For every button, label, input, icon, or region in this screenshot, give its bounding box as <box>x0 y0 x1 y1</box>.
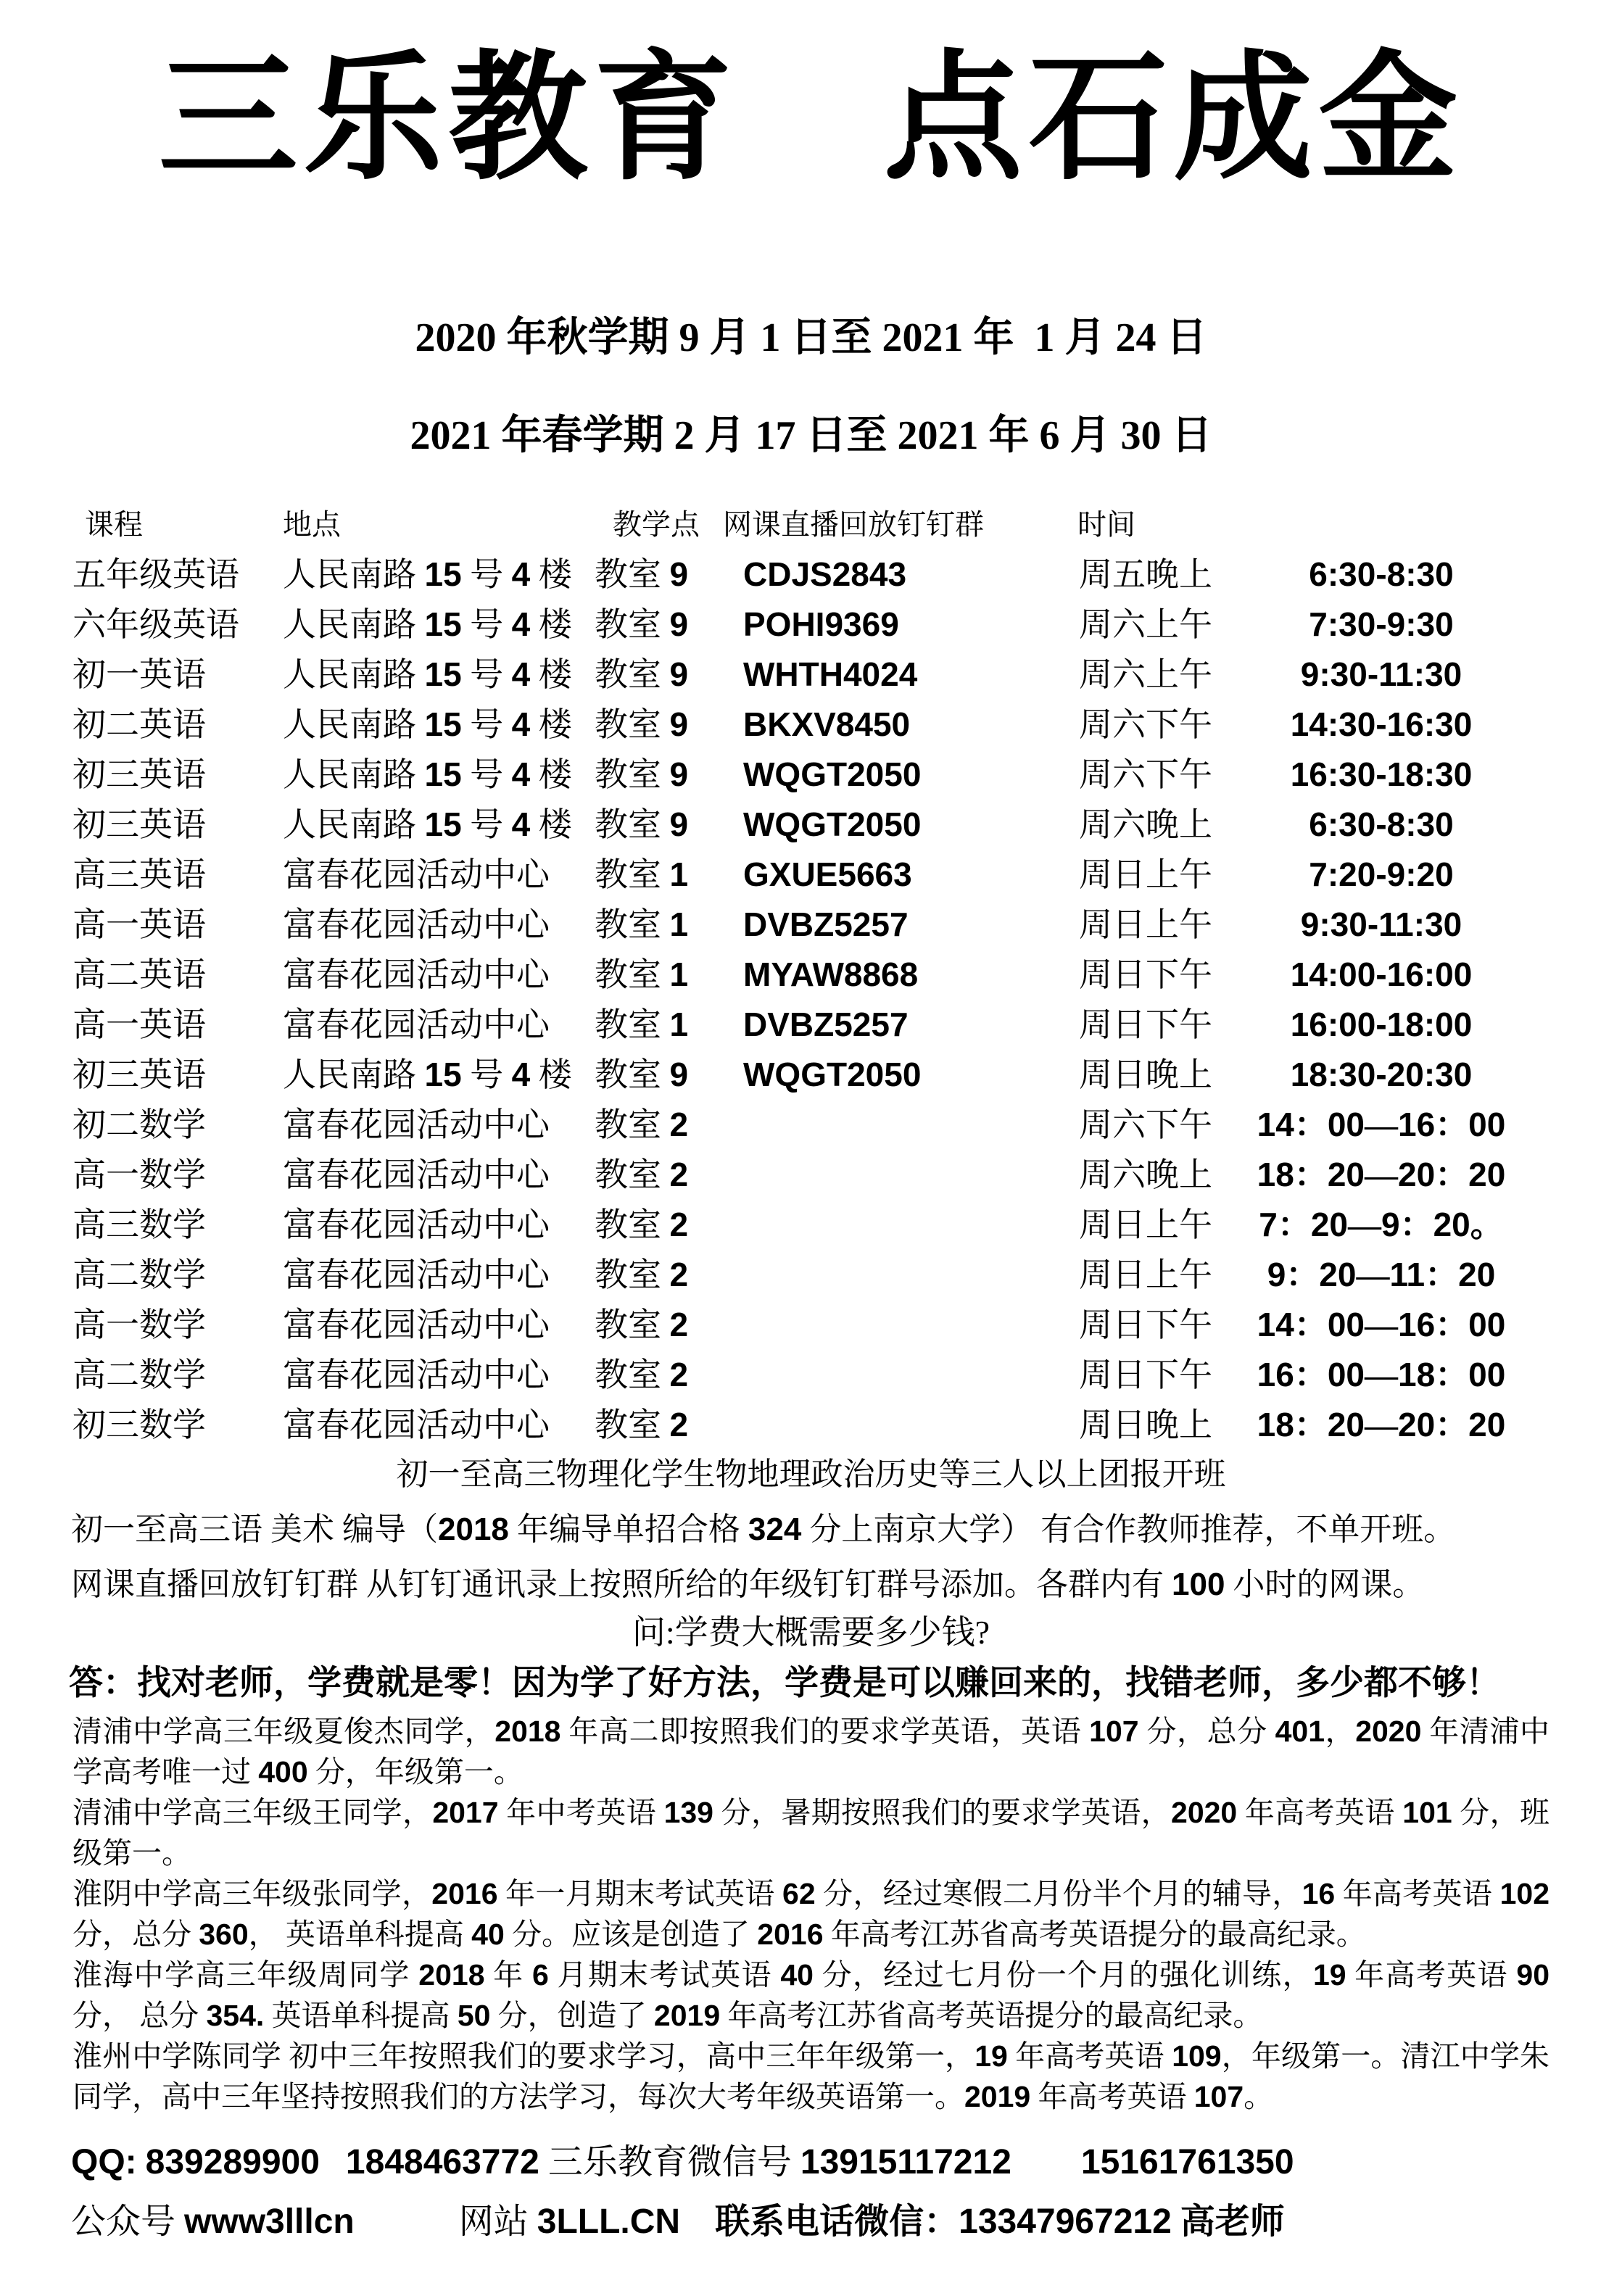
cell-weekday: 周六下午 <box>1079 756 1212 794</box>
cell-dingtalk-group <box>743 1250 1055 1300</box>
column-header-classroom: 教学点 <box>613 508 700 542</box>
table-row <box>0 1050 1622 1100</box>
table-row <box>0 750 1622 800</box>
cell-course: 高三英语 <box>73 856 206 894</box>
dingtalk-note: 网课直播回放钉钉群 从钉钉通讯录上按照所给的年级钉钉群号添加。各群内有 100 小时的网课。 <box>71 1567 1425 1603</box>
column-header-spacer <box>1236 500 1577 550</box>
cell-location: 人民南路 15 号 4 楼 <box>283 555 572 594</box>
cell-classroom: 教室 2 <box>595 1256 689 1294</box>
cell-weekday: 周六下午 <box>1079 706 1212 744</box>
testimonial-paragraph: 清浦中学高三年级王同学，2017 年中考英语 139 分，暑期按照我们的要求学英语，2020 年高考英语 101 分，班级第一。 <box>73 1796 1550 1870</box>
cell-classroom: 教室 1 <box>595 956 689 994</box>
contact-qq-line: QQ: 839289900 1848463772 三乐教育微信号 13915117212 15161761350 <box>71 2143 1294 2182</box>
cell-dingtalk-group: WQGT2050 <box>743 805 922 844</box>
semester-date-spring: 2021 年春学期 2 月 17 日至 2021 年 6 月 30 日 <box>410 413 1212 458</box>
cell-time: 14：00—16：00 <box>1257 1306 1506 1344</box>
cell-dingtalk-group: WQGT2050 <box>743 1056 922 1094</box>
cell-dingtalk-group <box>743 1350 1055 1400</box>
table-row <box>0 950 1622 1000</box>
cell-dingtalk-group <box>743 1200 1055 1250</box>
cell-classroom: 教室 9 <box>595 755 689 794</box>
cell-weekday: 周六晚上 <box>1079 1156 1212 1194</box>
cell-location: 富春花园活动中心 <box>283 1356 550 1394</box>
cell-time: 9：20—11：20 <box>1267 1256 1496 1294</box>
table-row <box>0 1400 1622 1450</box>
semester-date-fall: 2020 年秋学期 9 月 1 日至 2021 年 1 月 24 日 <box>415 315 1207 360</box>
table-row <box>0 1100 1622 1150</box>
cell-time: 16:00-18:00 <box>1290 1006 1473 1044</box>
cell-dingtalk-group <box>743 1400 1055 1450</box>
cell-course: 五年级英语 <box>73 556 239 594</box>
cell-time: 14:30-16:30 <box>1290 705 1473 744</box>
cell-time: 7:20-9:20 <box>1309 855 1454 894</box>
cell-course: 高一英语 <box>73 1006 206 1044</box>
cell-classroom: 教室 9 <box>595 555 689 594</box>
table-row <box>0 1200 1622 1250</box>
cell-weekday: 周六晚上 <box>1079 806 1212 844</box>
cell-location: 富春花园活动中心 <box>283 1206 550 1244</box>
cell-dingtalk-group: MYAW8868 <box>743 956 919 994</box>
cell-classroom: 教室 1 <box>595 1006 689 1044</box>
cell-time: 18:30-20:30 <box>1290 1056 1473 1094</box>
table-row <box>0 550 1622 600</box>
cell-course: 六年级英语 <box>73 606 239 644</box>
page-title: 三乐教育 点石成金 <box>158 36 1464 199</box>
cell-location: 富春花园活动中心 <box>283 1406 550 1444</box>
cell-dingtalk-group: WQGT2050 <box>743 755 922 794</box>
cell-weekday: 周日上午 <box>1079 856 1212 894</box>
testimonials-section <box>73 1711 1549 2117</box>
table-row <box>0 1250 1622 1300</box>
cell-classroom: 教室 9 <box>595 705 689 744</box>
cell-weekday: 周日下午 <box>1079 1356 1212 1394</box>
cell-location: 富春花园活动中心 <box>283 1006 550 1044</box>
table-row <box>0 800 1622 850</box>
cell-course: 高一数学 <box>73 1306 206 1344</box>
cell-location: 富春花园活动中心 <box>283 1106 550 1144</box>
table-row <box>0 1000 1622 1050</box>
testimonial-paragraph: 淮州中学陈同学 初中三年按照我们的要求学习，高中三年年级第一，19 年高考英语 109，年级第一。清江中学朱同学，高中三年坚持按照我们的方法学习，每次大考年级英语第一。2019 年高考英语 107。 <box>73 2039 1550 2114</box>
table-row <box>0 600 1622 650</box>
cell-dingtalk-group <box>743 1150 1055 1200</box>
cell-classroom: 教室 9 <box>595 655 689 694</box>
cell-course: 高一英语 <box>73 906 206 944</box>
cell-time: 16：00—18：00 <box>1257 1356 1506 1394</box>
column-header-location: 地点 <box>283 508 341 542</box>
cell-classroom: 教室 1 <box>595 905 689 944</box>
cell-location: 人民南路 15 号 4 楼 <box>283 655 572 694</box>
table-header-row <box>0 500 1622 550</box>
cell-dingtalk-group: WHTH4024 <box>743 655 918 694</box>
tuition-question: 问:学费大概需要多少钱? <box>632 1614 990 1651</box>
cell-classroom: 教室 2 <box>595 1106 689 1144</box>
cell-classroom: 教室 9 <box>595 805 689 844</box>
cell-dingtalk-group: DVBZ5257 <box>743 1006 909 1044</box>
cell-weekday: 周日晚上 <box>1079 1406 1212 1444</box>
cell-location: 人民南路 15 号 4 楼 <box>283 1056 572 1094</box>
cell-classroom: 教室 2 <box>595 1206 689 1244</box>
testimonial-paragraph: 淮阴中学高三年级张同学，2016 年一月期末考试英语 62 分，经过寒假二月份半个月的辅导，16 年高考英语 102 分，总分 360， 英语单科提高 40 分。应该是创造了 2016 年高考江苏省高考英语提分的最高纪录。 <box>73 1877 1550 1952</box>
cell-weekday: 周六上午 <box>1079 656 1212 694</box>
cell-location: 人民南路 15 号 4 楼 <box>283 705 572 744</box>
cell-dingtalk-group: BKXV8450 <box>743 705 911 744</box>
cell-weekday: 周日晚上 <box>1079 1056 1212 1094</box>
table-row <box>0 1300 1622 1350</box>
cell-course: 初三英语 <box>73 806 206 844</box>
cell-location: 人民南路 15 号 4 楼 <box>283 805 572 844</box>
cell-weekday: 周日上午 <box>1079 1256 1212 1294</box>
cell-location: 人民南路 15 号 4 楼 <box>283 755 572 794</box>
cell-weekday: 周日下午 <box>1079 956 1212 994</box>
column-header-course: 课程 <box>85 508 143 542</box>
cell-course: 初三数学 <box>73 1406 206 1444</box>
cell-time: 9:30-11:30 <box>1300 655 1462 694</box>
cell-course: 高三数学 <box>73 1206 206 1244</box>
cell-dingtalk-group: GXUE5663 <box>743 855 912 894</box>
cell-dingtalk-group: DVBZ5257 <box>743 905 909 944</box>
table-row <box>0 650 1622 700</box>
cell-course: 初三英语 <box>73 756 206 794</box>
column-header-dingtalk-group: 网课直播回放钉钉群 <box>723 508 984 542</box>
table-row <box>0 700 1622 750</box>
website-segment: 网站 3LLL.CN <box>354 2202 681 2242</box>
column-header-time: 时间 <box>1077 508 1135 542</box>
cell-classroom: 教室 1 <box>595 855 689 894</box>
cell-course: 高一数学 <box>73 1156 206 1194</box>
table-row <box>0 900 1622 950</box>
cell-time: 6:30-8:30 <box>1309 555 1454 594</box>
cell-classroom: 教室 9 <box>595 605 689 644</box>
cell-classroom: 教室 9 <box>595 1056 689 1094</box>
cell-course: 高二数学 <box>73 1256 206 1294</box>
schedule-rows <box>0 550 1622 1450</box>
cell-location: 富春花园活动中心 <box>283 906 550 944</box>
cell-time: 18：20—20：20 <box>1257 1406 1506 1444</box>
cell-location: 富春花园活动中心 <box>283 1156 550 1194</box>
cell-dingtalk-group <box>743 1100 1055 1150</box>
cell-classroom: 教室 2 <box>595 1306 689 1344</box>
cell-course: 初二英语 <box>73 706 206 744</box>
schedule-table <box>0 500 1622 1450</box>
cell-time: 6:30-8:30 <box>1309 805 1454 844</box>
cell-weekday: 周日上午 <box>1079 906 1212 944</box>
cell-time: 14:00-16:00 <box>1290 956 1473 994</box>
cell-course: 初三英语 <box>73 1056 206 1094</box>
cell-time: 16:30-18:30 <box>1290 755 1473 794</box>
cell-weekday: 周六上午 <box>1079 606 1212 644</box>
cell-dingtalk-group: POHI9369 <box>743 605 899 644</box>
official-account-segment: 公众号 www3lllcn <box>71 2202 355 2242</box>
cell-location: 富春花园活动中心 <box>283 1306 550 1344</box>
cell-course: 初二数学 <box>73 1106 206 1144</box>
cell-classroom: 教室 2 <box>595 1406 689 1444</box>
cell-location: 富春花园活动中心 <box>283 856 550 894</box>
cell-weekday: 周日上午 <box>1079 1206 1212 1244</box>
cell-course: 高二数学 <box>73 1356 206 1394</box>
cell-location: 人民南路 15 号 4 楼 <box>283 605 572 644</box>
testimonial-paragraph: 淮海中学高三年级周同学 2018 年 6 月期末考试英语 40 分，经过七月份一个月的强化训练，19 年高考英语 90 分， 总分 354. 英语单科提高 50 分，创造了 2019 年高考江苏省高考英语提分的最高纪录。 <box>73 1958 1550 2033</box>
table-row <box>0 1150 1622 1200</box>
contact-web-line <box>71 2198 1551 2246</box>
cell-time: 9:30-11:30 <box>1300 905 1462 944</box>
cell-time: 7：20—9：20。 <box>1259 1206 1504 1244</box>
testimonial-paragraph: 清浦中学高三年级夏俊杰同学，2018 年高二即按照我们的要求学英语，英语 107 分，总分 401，2020 年清浦中学高考唯一过 400 分，年级第一。 <box>73 1715 1550 1789</box>
art-media-note: 初一至高三语 美术 编导（2018 年编导单招合格 324 分上南京大学） 有合作教师推荐，不单开班。 <box>71 1512 1456 1548</box>
cell-course: 高二英语 <box>73 956 206 994</box>
cell-course: 初一英语 <box>73 656 206 694</box>
cell-time: 18：20—20：20 <box>1257 1156 1506 1194</box>
cell-time: 7:30-9:30 <box>1309 605 1454 644</box>
cell-weekday: 周六下午 <box>1079 1106 1212 1144</box>
cell-classroom: 教室 2 <box>595 1356 689 1394</box>
tuition-answer: 答：找对老师，学费就是零！因为学了好方法，学费是可以赚回来的，找错老师，多少都不够！ <box>69 1665 1500 1703</box>
cell-time: 14：00—16：00 <box>1257 1106 1506 1144</box>
cell-dingtalk-group: CDJS2843 <box>743 555 907 594</box>
phone-wechat-segment: 联系电话微信：13347967212 高老师 <box>715 2202 1285 2242</box>
table-row <box>0 850 1622 900</box>
table-row <box>0 1350 1622 1400</box>
group-enrollment-note: 初一至高三物理化学生物地理政治历史等三人以上团报开班 <box>396 1456 1226 1493</box>
cell-dingtalk-group <box>743 1300 1055 1350</box>
cell-weekday: 周日下午 <box>1079 1006 1212 1044</box>
cell-weekday: 周五晚上 <box>1079 556 1212 594</box>
cell-location: 富春花园活动中心 <box>283 1256 550 1294</box>
cell-weekday: 周日下午 <box>1079 1306 1212 1344</box>
cell-location: 富春花园活动中心 <box>283 956 550 994</box>
cell-classroom: 教室 2 <box>595 1156 689 1194</box>
